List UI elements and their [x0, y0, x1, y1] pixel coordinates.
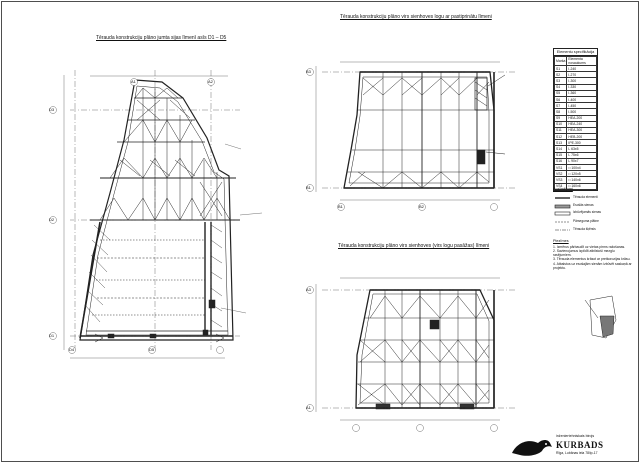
table-cell: VS4 — [555, 183, 567, 189]
company-name: KURBADS — [556, 440, 604, 450]
legend-title: Apzīmējumi — [553, 187, 573, 191]
top-right-plan-title: Tērauda konstrukciju plāno virs sienhoves logu ar pastiprinātu līmeni — [340, 14, 492, 20]
company-logo — [508, 433, 620, 461]
table-header: Marka — [555, 57, 567, 66]
table-cell: S1 — [555, 66, 567, 72]
table-cell: I-500 — [567, 109, 597, 115]
table-cell: I-400 — [567, 96, 597, 102]
table-cell: S9 — [555, 115, 567, 121]
table-cell: HEA-300 — [567, 127, 597, 133]
table-cell: I-240 — [567, 66, 597, 72]
axis-label: B1 — [338, 204, 343, 209]
table-cell: □ 140x6 — [567, 177, 597, 183]
key-plan — [585, 296, 616, 338]
table-cell: S12 — [555, 134, 567, 140]
bottom-right-plan-title: Tērauda konstrukciju plāno virs sienhoves (virs logu pasāžas) līmeni — [338, 243, 490, 249]
axis-label: B3 — [306, 69, 311, 74]
company-address: Rīga, Lubānas iela 78/ip-17 — [556, 451, 598, 455]
top-right-plan — [344, 72, 505, 188]
table-cell: I-360 — [567, 90, 597, 96]
table-cell: S3 — [555, 78, 567, 84]
legend-symbols — [555, 198, 570, 230]
elements-table-title: Elementu specifikācija — [554, 49, 597, 56]
table-header: Elementa nosaukums — [567, 57, 597, 66]
table-cell: HEA-200 — [567, 115, 597, 121]
axis-label: A1 — [306, 405, 311, 410]
notes-title: Piezīmes — [553, 239, 569, 243]
table-cell: S5 — [555, 90, 567, 96]
left-plan-title: Tērauda konstrukciju plāno jumta sijas līmenī asīs D1 – D5 — [96, 35, 227, 41]
legend-item: Izbūvējamās sienas — [573, 210, 601, 214]
note-line: 2. Savienojumus izpildīt atbilstoši mezglu rasējumiem. — [553, 248, 615, 258]
axis-label: D5 — [149, 347, 155, 352]
table-cell: I-450 — [567, 103, 597, 109]
note-line: 1. Izmērus pārbaudīt uz vietas pirms ražošanas. — [553, 244, 626, 249]
legend-item: Pārseguma plātne — [573, 219, 599, 223]
elements-table-grid — [554, 56, 597, 190]
table-cell: □ 100x4 — [567, 165, 597, 171]
table-cell: S14 — [555, 146, 567, 152]
table-cell: S6 — [555, 96, 567, 102]
legend-item: Esošās sienas — [573, 203, 594, 207]
axis-label: A3 — [306, 287, 311, 292]
table-cell: S2 — [555, 72, 567, 78]
table-cell: S11 — [555, 127, 567, 133]
axis-label: D1 — [49, 333, 55, 338]
table-cell: □ 120x5 — [567, 171, 597, 177]
bottom-right-plan — [356, 290, 494, 409]
left-plan — [80, 80, 240, 342]
table-cell: IPE-300 — [567, 140, 597, 146]
table-cell: S10 — [555, 121, 567, 127]
elements-table — [553, 48, 598, 191]
axis-label: D2 — [49, 217, 55, 222]
table-cell: S15 — [555, 152, 567, 158]
table-cell: VS2 — [555, 171, 567, 177]
note-line: 3. Tērauda elementus krāsot ar pretkorozijas krāsu. — [553, 257, 631, 262]
axis-label: B1 — [306, 185, 311, 190]
axis-label: A1 — [131, 79, 136, 84]
table-cell: I-300 — [567, 78, 597, 84]
table-cell: S4 — [555, 84, 567, 90]
axis-label: B2 — [419, 204, 424, 209]
axis-label: D4 — [69, 347, 75, 352]
table-cell: VS3 — [555, 177, 567, 183]
table-cell: S13 — [555, 140, 567, 146]
table-cell: S7 — [555, 103, 567, 109]
company-tagline: inženiertehniskais birojs — [556, 434, 595, 438]
legend-item: Tērauda šķērsis — [573, 227, 596, 231]
note-line: 4. Atbalstus uz esošajām sienām izbūvēt saskaņā ar projektu. — [553, 261, 632, 270]
table-cell: HEB-200 — [567, 134, 597, 140]
table-cell: HEA-240 — [567, 121, 597, 127]
table-cell: L 75x6 — [567, 152, 597, 158]
legend-item: Tērauda elementi — [573, 195, 598, 199]
table-cell: □ 160x6 — [567, 183, 597, 189]
table-cell: L 90x7 — [567, 158, 597, 164]
table-cell: S16 — [555, 158, 567, 164]
table-cell: VS1 — [555, 165, 567, 171]
table-cell: I-330 — [567, 84, 597, 90]
table-cell: L 63x5 — [567, 146, 597, 152]
notes-block — [553, 239, 633, 270]
table-cell: I-270 — [567, 72, 597, 78]
table-cell: S8 — [555, 109, 567, 115]
axis-label: D3 — [49, 107, 55, 112]
axis-label: A2 — [208, 79, 213, 84]
